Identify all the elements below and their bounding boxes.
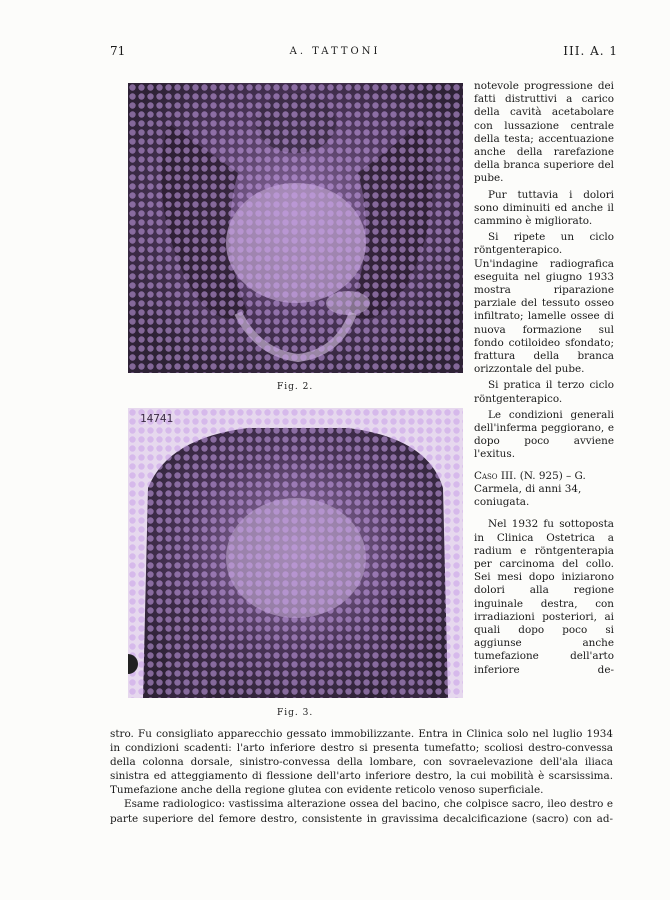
case-label: Caso III.	[474, 469, 517, 482]
figure-3-caption: Fig. 3.	[277, 708, 314, 718]
page-number: 71	[110, 44, 126, 58]
case-details: (N. 925) – G. Carmela, di anni 34, coniugata.	[474, 469, 586, 509]
paragraph: Nel 1932 fu sottoposta in Clinica Ostetrica a radium e röntgenterapia per carcinoma del collo. Sei mesi dopo iniziarono dolori alla regione inguinale destra, con irradiazioni posteriori, ai quali dopo poco si aggiunse anche tumefazione dell'arto inferiore de-	[474, 518, 614, 676]
paragraph: Si pratica il terzo ciclo röntgenterapico.	[474, 379, 614, 405]
paragraph: Si ripete un ciclo röntgenterapico. Un'indagine radiografica eseguita nel giugno 1933 mostra riparazione parziale del tessuto osseo infiltrato; lamelle ossee di nuova formazione sul fondo cotiloideo sfondato; frattura della branca orizzontale del pube.	[474, 231, 614, 376]
case-heading	[474, 470, 614, 510]
paragraph: stro. Fu consigliato apparecchio gessato immobilizzante. Entra in Clinica solo nel luglio 1934 in condizioni scadenti: l'arto inferiore destro si presenta tumefatto; scoliosi destro-convessa della colonna dorsale, sinistro-convessa della lombare, con sovraelevazione dell'ala iliaca sinistra ed atteggiamento di flessione dell'arto inferiore destro, la cui mobilità è scarsissima. Tumefazione anche della regione glutea con evidente reticolo venoso superficiale.	[110, 728, 613, 797]
paragraph: notevole progressione dei fatti distruttivi a carico della cavità acetabolare con lussazione centrale della testa; accentuazione anche della rarefazione della branca superiore del pube.	[474, 80, 614, 185]
text-column	[474, 80, 614, 677]
figure-2-xray-image	[128, 83, 463, 373]
running-head: A. TATTONI	[289, 46, 381, 57]
full-width-text	[110, 727, 613, 826]
section-label: III. A. 1	[563, 44, 618, 58]
paragraph: Le condizioni generali dell'inferma peggiorano, e dopo poco avviene l'exitus.	[474, 408, 614, 461]
figure-3-xray-image	[128, 408, 463, 698]
figure-2-caption: Fig. 2.	[277, 382, 314, 392]
paragraph: Esame radiologico: vastissima alterazione ossea del bacino, che colpisce sacro, ileo destro e parte superiore del femore destro, consistente in gravissima decalcificazione (sacro) con ad-	[110, 798, 613, 825]
film-number: 14741	[140, 412, 174, 425]
paragraph: Pur tuttavia i dolori sono diminuiti ed anche il cammino è migliorato.	[474, 188, 614, 228]
